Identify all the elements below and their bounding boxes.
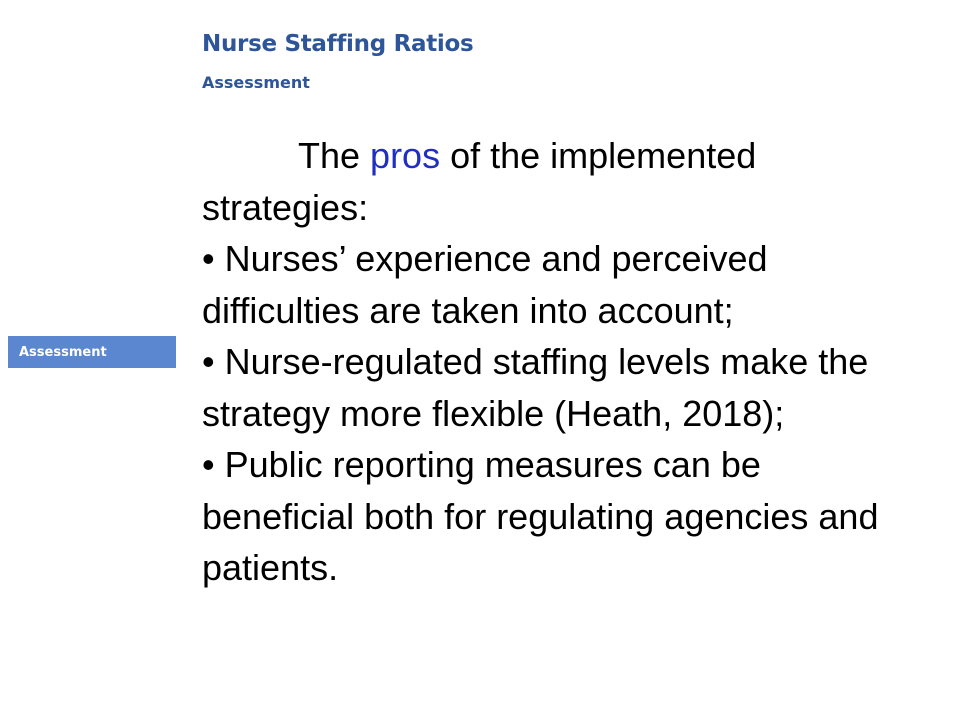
slide-title: Nurse Staffing Ratios	[202, 31, 474, 57]
section-tab-assessment[interactable]	[8, 336, 176, 368]
slide-subtitle: Assessment	[202, 73, 310, 92]
intro-after: of the implemented strategies:	[202, 135, 757, 228]
slide-body	[202, 130, 902, 594]
intro-before: The	[298, 135, 371, 176]
bullet-item: • Nurse-regulated staffing levels make the strategy more flexible (Heath, 2018);	[202, 341, 869, 434]
pros-highlight: pros	[370, 135, 441, 176]
bullet-item: • Public reporting measures can be beneficial both for regulating agencies and patients.	[202, 444, 879, 588]
intro-line	[202, 130, 902, 233]
section-tab-label: Assessment	[19, 344, 107, 360]
bullet-item: • Nurses’ experience and perceived difficulties are taken into account;	[202, 238, 768, 331]
